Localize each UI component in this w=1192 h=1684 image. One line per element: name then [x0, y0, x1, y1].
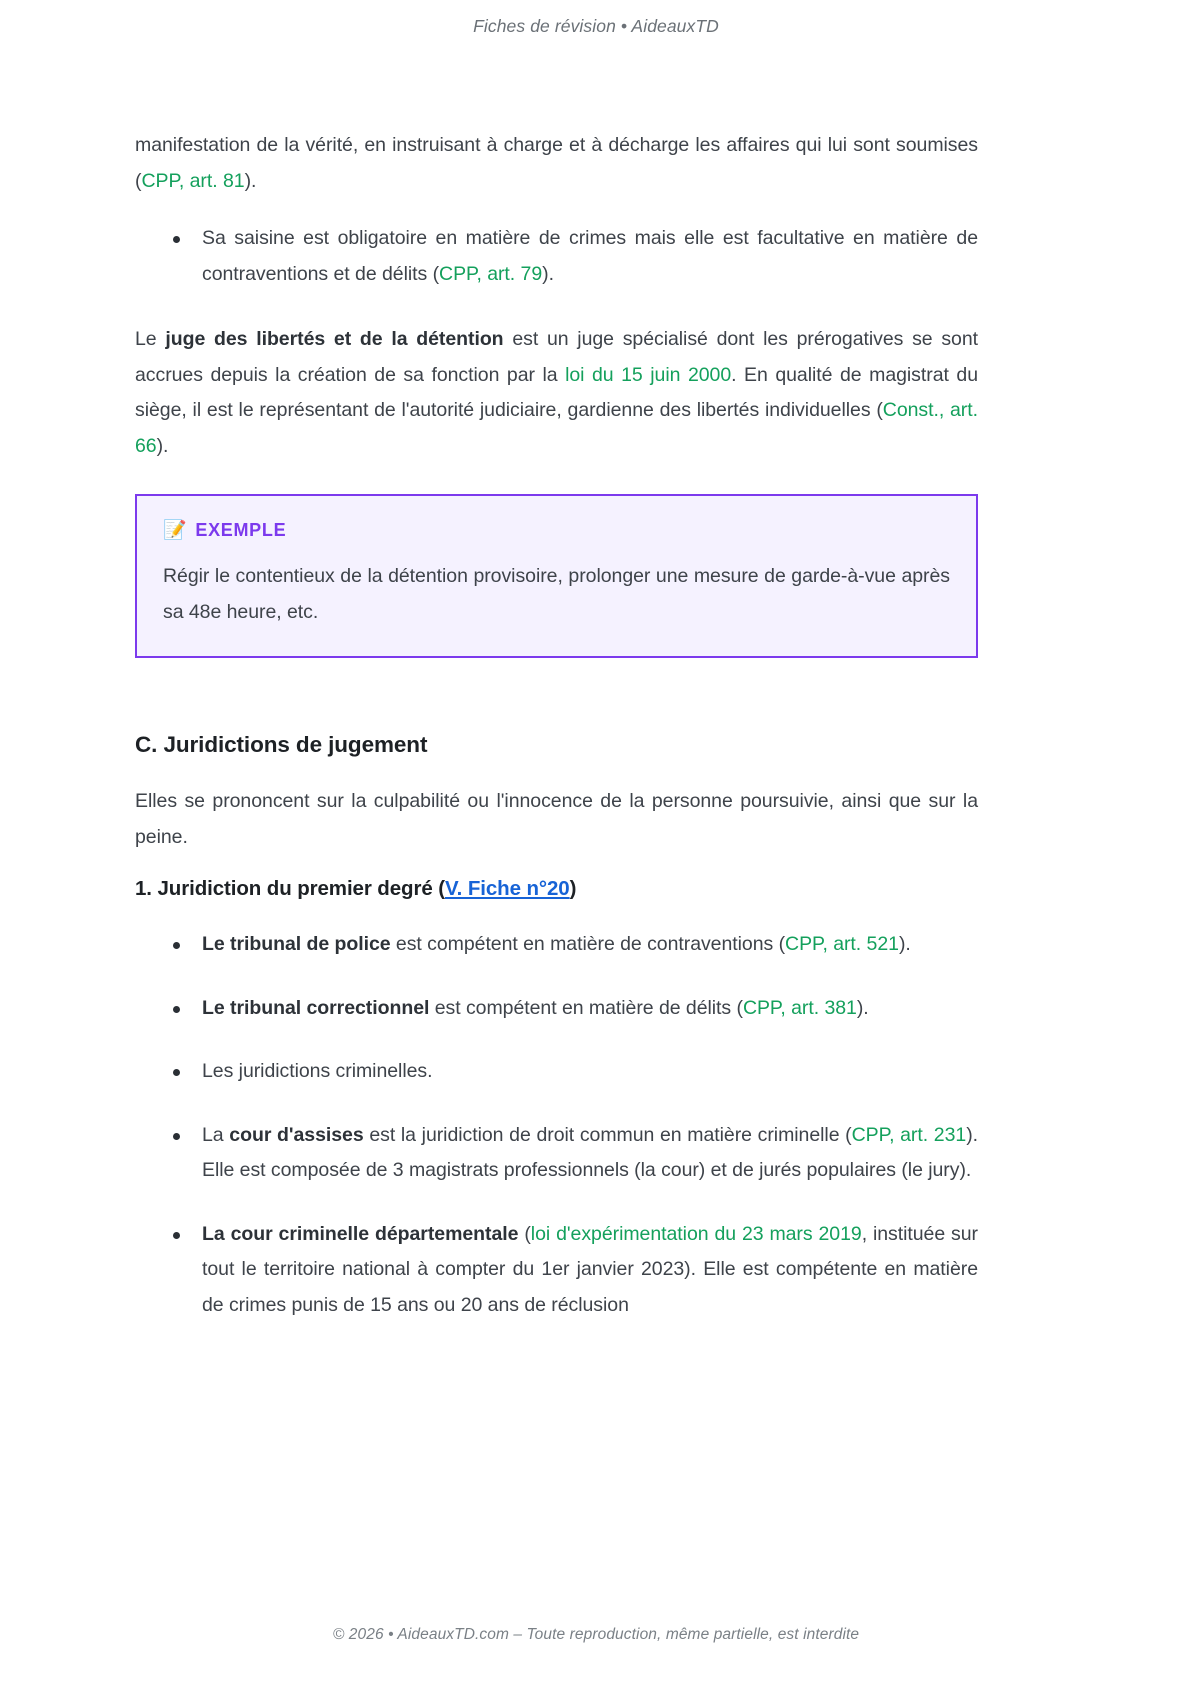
sub-heading-part-2: ): [569, 877, 577, 900]
legal-reference: CPP, art. 231: [851, 1123, 967, 1146]
bullet-text-end: ).: [898, 933, 911, 955]
legal-reference: loi d'expérimentation du 23 mars 2019: [530, 1222, 862, 1245]
sub-heading-premier-degre: [135, 877, 978, 901]
memo-icon: 📝: [163, 520, 188, 541]
bullet-text-end: ).: [856, 996, 869, 1019]
page-footer: [0, 1626, 1192, 1644]
bullet-text: est compétent en matière de contraventions (: [390, 933, 786, 955]
page-footer-text: © 2026 • AideauxTD.com – Toute reproduction, même partielle, est interdite: [332, 1626, 860, 1643]
spacer: [135, 658, 978, 732]
table-row: [135, 927, 978, 963]
paragraph-2-part-1: Le: [135, 328, 166, 350]
spacer: [135, 292, 978, 322]
document-content: [135, 128, 978, 1323]
paragraph-2-part-4: ).: [156, 434, 169, 457]
bullet-text-end: ). Elle est composée de 3 magistrats professionnels (la cour) et de jurés populaires (le jury).: [202, 1123, 978, 1181]
table-row: [135, 991, 978, 1027]
emphasis-term: La cour criminelle départementale: [202, 1222, 519, 1245]
legal-reference: CPP, art. 521: [785, 933, 899, 955]
bullet-1-part-1: Sa saisine est obligatoire en matière de crimes mais elle est facultative en matière de contraventions et de délits (: [202, 227, 978, 285]
callout-label-text: EXEMPLE: [195, 520, 287, 540]
paragraph-continuation: [135, 128, 978, 199]
table-row: [135, 1217, 978, 1324]
spacer: [135, 199, 978, 221]
spacer: [135, 855, 978, 877]
paragraph-1-part-2: ).: [244, 169, 257, 192]
example-callout: [135, 494, 978, 658]
list-item: [135, 221, 978, 292]
page-header: [0, 16, 1192, 37]
table-row: [135, 1118, 978, 1189]
paragraph-2-part-2: est un juge spécialisé dont les prérogatives se sont accrues depuis la création de sa fonction par la: [135, 328, 979, 386]
paragraph-jld: [135, 322, 978, 464]
section-heading: C. Juridictions de jugement: [135, 732, 428, 757]
legal-reference: Const., art. 66: [135, 399, 978, 457]
bullet-list-saisine: [135, 221, 978, 292]
emphasis-term: Le tribunal de police: [202, 933, 391, 955]
bullet-text: Les juridictions criminelles.: [202, 1060, 433, 1082]
legal-reference: loi du 15 juin 2000: [565, 363, 732, 386]
paragraph-1-part-1: manifestation de la vérité, en instruisant à charge et à décharge les affaires qui lui sont soumises (: [135, 134, 978, 192]
bullet-text-end: , instituée sur tout le territoire national à compter du 1er janvier 2023). Elle est compétente en matière de crimes punis de 15 ans ou 20 ans de réclusion: [202, 1222, 978, 1316]
bullet-1-part-2: ).: [542, 262, 554, 285]
table-row: [135, 1054, 978, 1090]
paragraph-2-part-3: . En qualité de magistrat du siège, il est le représentant de l'autorité judiciaire, gardienne des libertés individuelles (: [135, 363, 978, 421]
paragraph-juridictions: Elles se prononcent sur la culpabilité ou l'innocence de la personne poursuivie, ainsi que sur la peine.: [135, 790, 978, 848]
bullet-text: est la juridiction de droit commun en matière criminelle (: [363, 1123, 852, 1146]
fiche-link[interactable]: V. Fiche n°20: [444, 877, 570, 900]
bullet-text: (: [518, 1222, 531, 1245]
bullet-list-juridictions: [135, 927, 978, 1323]
emphasis-term: juge des libertés et de la détention: [165, 328, 504, 350]
callout-label: [163, 520, 950, 541]
bullet-text-pre: La: [202, 1123, 230, 1146]
page-header-text: Fiches de révision • AideauxTD: [473, 16, 719, 36]
callout-body-text: Régir le contentieux de la détention provisoire, prolonger une mesure de garde-à-vue après sa 48e heure, etc.: [163, 565, 950, 623]
emphasis-term: cour d'assises: [229, 1123, 364, 1146]
legal-reference: CPP, art. 81: [141, 169, 245, 192]
spacer: [135, 464, 978, 494]
legal-reference: CPP, art. 79: [439, 262, 543, 285]
bullet-text: est compétent en matière de délits (: [429, 996, 743, 1019]
emphasis-term: Le tribunal correctionnel: [202, 996, 430, 1019]
legal-reference: CPP, art. 381: [742, 996, 857, 1019]
sub-heading-part-1: 1. Juridiction du premier degré (: [135, 877, 445, 900]
